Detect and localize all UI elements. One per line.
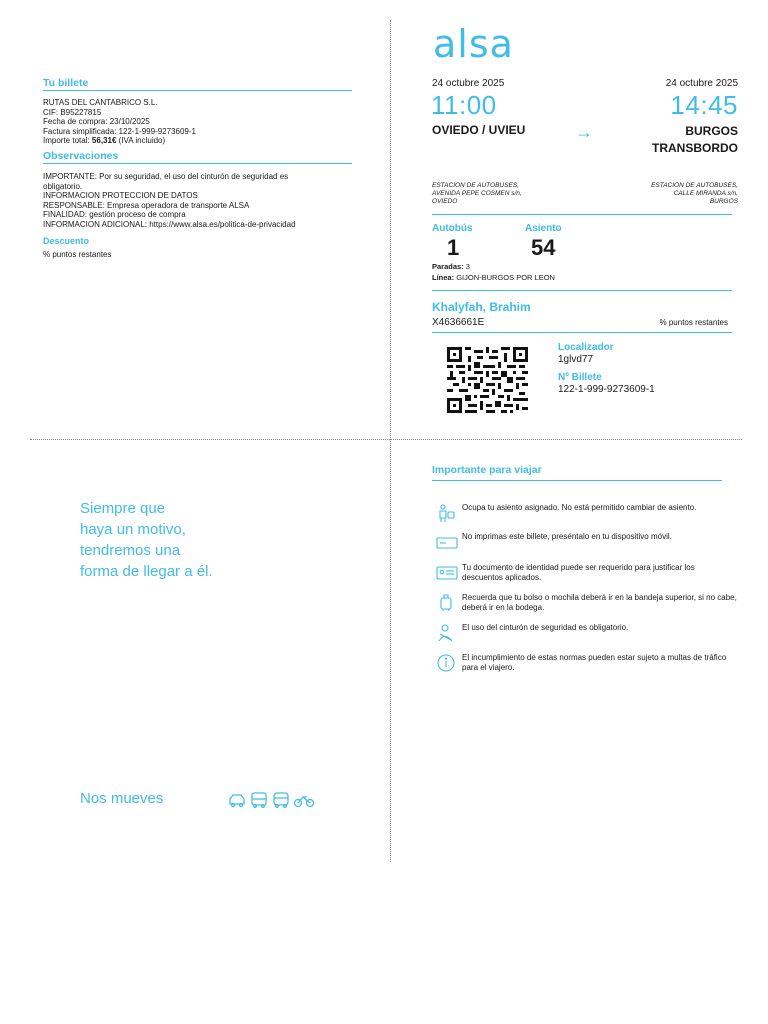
passenger-name: Khalyfah, Brahim	[432, 300, 531, 314]
origin-station	[432, 182, 582, 206]
bus-label: Autobús	[432, 223, 473, 234]
transport-icons	[228, 790, 318, 810]
slogan-line: Siempre que	[80, 500, 166, 517]
ticket-number-label: Nº Billete	[558, 372, 602, 383]
note-seat	[436, 503, 736, 525]
note-seatbelt-text: El uso del cinturón de seguridad es obligatorio.	[462, 623, 629, 632]
line-label: Línea:	[432, 273, 455, 282]
obs-line: RESPONSABLE: Empresa operadora de transporte ALSA	[43, 200, 250, 210]
obs-line: INFORMACION ADICIONAL: https://www.alsa.es/politica-de-privacidad	[43, 219, 296, 229]
important-title: Importante para viajar	[432, 464, 542, 476]
car-icon	[230, 795, 244, 807]
note-luggage	[436, 593, 736, 615]
seatbelt-icon	[436, 623, 456, 641]
observaciones-text	[43, 172, 363, 229]
locator-value: 1glvd77	[558, 354, 594, 365]
passenger-points: % puntos restantes	[659, 318, 728, 327]
total-amount	[43, 136, 352, 146]
note-id-text: Tu documento de identidad puede ser requerido para justificar los descuentos aplicados.	[462, 563, 695, 582]
obs-line: obligatorio.	[43, 181, 83, 191]
note-info	[436, 653, 736, 675]
seat-label: Asiento	[525, 223, 562, 234]
billete-rule	[43, 90, 352, 91]
destination-station	[588, 182, 738, 206]
arrival-date: 24 octubre 2025	[665, 78, 738, 89]
note-seat-text: Ocupa tu asiento asignado. No está permitido cambiar de asiento.	[462, 503, 697, 512]
obs-line: INFORMACION PROTECCION DE DATOS	[43, 191, 198, 200]
bus-number: 1	[447, 235, 460, 260]
billete-details	[43, 98, 352, 146]
id-card-icon	[436, 563, 456, 581]
note-ticket	[436, 532, 736, 552]
horizontal-fold-line	[30, 439, 742, 440]
stops-value: 3	[465, 262, 470, 271]
note-luggage-text: Recuerda que tu bolso o mochila deberá ir en la bandeja superior, si no cabe, deberá ir en la bodega.	[462, 593, 737, 612]
origin-station-line: OVIEDO	[432, 198, 458, 205]
slogan-line: forma de llegar a él.	[80, 563, 213, 580]
stops-info	[432, 262, 470, 271]
obs-line: IMPORTANTE: Por su seguridad, el uso del cinturón de seguridad es	[43, 172, 289, 181]
cif: CIF: B95227815	[43, 107, 102, 117]
locator-label: Localizador	[558, 342, 614, 353]
transport-icons-graphic	[228, 790, 318, 810]
company-name: RUTAS DEL CANTABRICO S.L.	[43, 98, 158, 107]
descuento-text: % puntos restantes	[43, 250, 112, 259]
ticket-rule-3	[432, 332, 732, 333]
dest-station-line: CALLE MIRANDA s/n,	[673, 190, 738, 197]
coach-icon	[274, 793, 288, 807]
slogan-line: haya un motivo,	[80, 521, 186, 538]
passenger-document: X4636661E	[432, 317, 485, 328]
obs-line: FINALIDAD: gestión proceso de compra	[43, 210, 186, 219]
destination-line2: TRANSBORDO	[652, 141, 738, 155]
route-arrow-icon: →	[575, 122, 593, 142]
note-info-text: El incumplimiento de estas normas pueden estar sujeto a multas de tráfico para el viajero.	[462, 653, 727, 672]
purchase-date: Fecha de compra: 23/10/2025	[43, 117, 150, 126]
seat-number: 54	[531, 235, 556, 260]
descuento-title: Descuento	[43, 236, 90, 246]
alsa-logo: alsa	[433, 22, 514, 66]
arrival-time: 14:45	[670, 90, 738, 120]
origin-station-line: ESTACION DE AUTOBUSES,	[432, 182, 519, 189]
slogan-line: tendremos una	[80, 542, 181, 559]
bicycle-icon	[295, 797, 314, 807]
ticket-number-value: 122-1-999-9273609-1	[558, 384, 655, 395]
dest-station-line: BURGOS	[709, 198, 738, 205]
total-value: 56,31€	[91, 136, 117, 145]
qr-code	[447, 347, 528, 413]
total-label: Importe total:	[43, 136, 92, 145]
ticket-rule-2	[432, 290, 732, 291]
info-icon	[436, 653, 456, 671]
note-ticket-text: No imprimas este billete, preséntalo en tu dispositivo móvil.	[462, 532, 672, 541]
note-id	[436, 563, 736, 585]
promo-slogan	[80, 498, 330, 582]
line-value: GIJON-BURGOS POR LEON	[456, 273, 555, 282]
promo-tagline: Nos mueves	[80, 790, 164, 807]
destination-line1: BURGOS	[685, 124, 738, 138]
invoice-number: Factura simplificada: 122-1-999-9273609-1	[43, 126, 196, 136]
note-seatbelt	[436, 623, 736, 643]
line-info	[432, 273, 555, 282]
bus-icon	[252, 793, 266, 807]
important-rule	[432, 480, 722, 481]
ticket-icon	[436, 532, 456, 550]
luggage-icon	[436, 593, 456, 611]
qr-code-graphic	[447, 347, 528, 413]
ticket-rule-1	[432, 214, 732, 215]
billete-title: Tu billete	[43, 77, 89, 89]
vertical-fold-line	[390, 20, 391, 862]
observaciones-title: Observaciones	[43, 150, 119, 162]
dest-station-line: ESTACION DE AUTOBUSES,	[651, 182, 738, 189]
origin-city: OVIEDO / UVIEU	[432, 123, 526, 137]
departure-date: 24 octubre 2025	[432, 78, 505, 89]
observaciones-rule	[43, 163, 352, 164]
destination-city	[600, 123, 738, 157]
seat-icon	[436, 503, 456, 521]
total-suffix: (IVA incluido)	[116, 136, 166, 145]
stops-label: Paradas:	[432, 262, 464, 271]
origin-station-line: AVENIDA PEPE COSMEN s/n,	[432, 190, 522, 197]
departure-time: 11:00	[431, 90, 497, 120]
